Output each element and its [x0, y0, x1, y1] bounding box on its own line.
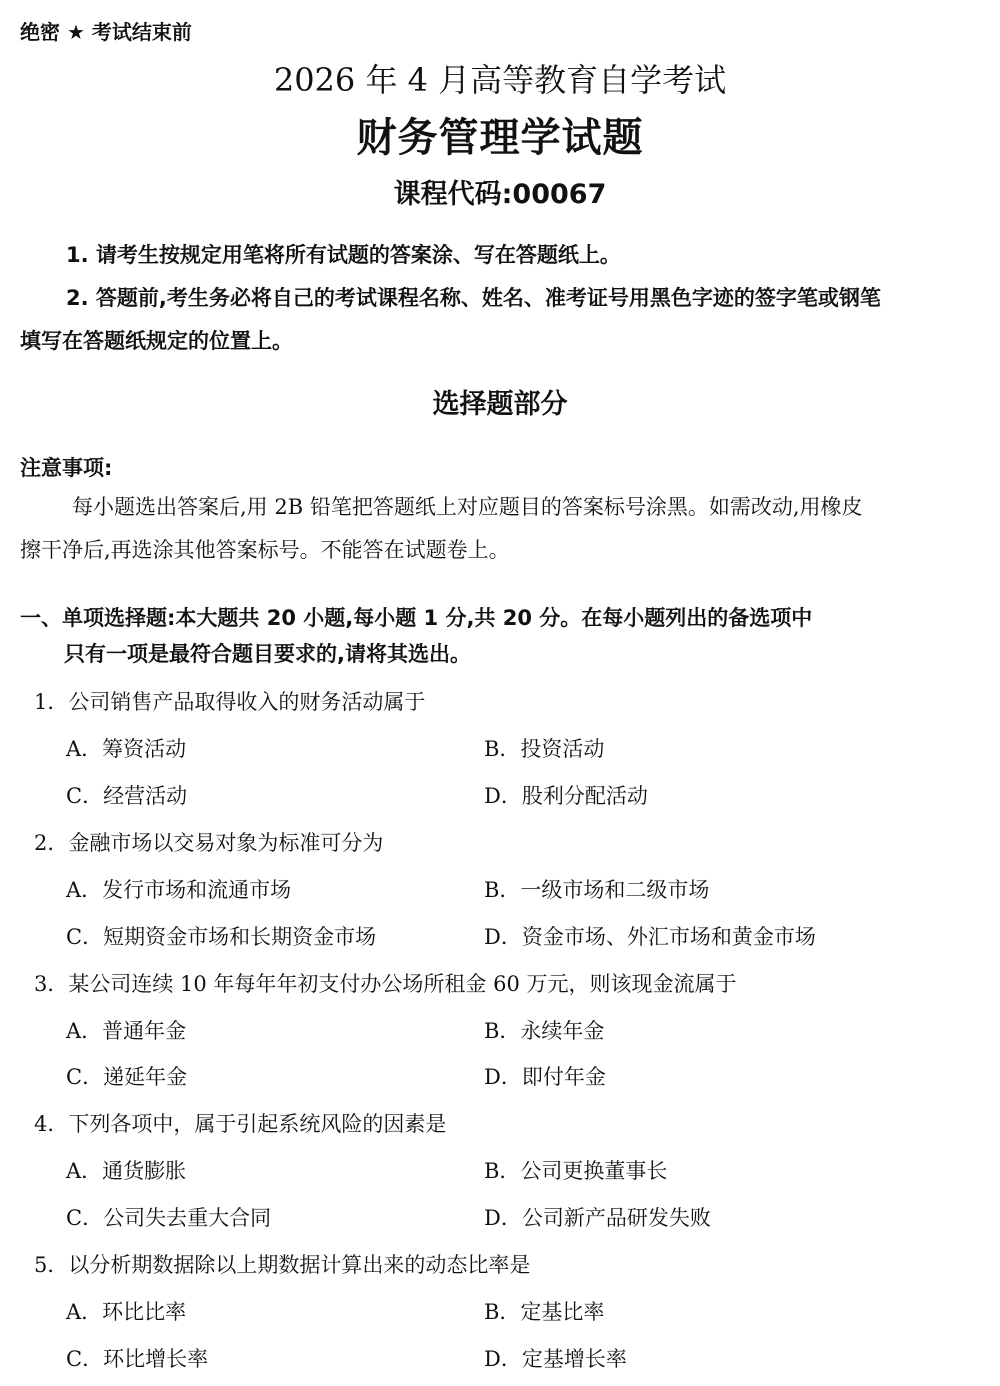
option-c: C．递延年金: [66, 1065, 188, 1089]
option-b: B．永续年金: [484, 1019, 605, 1043]
option-c: C．经营活动: [66, 784, 188, 808]
option-a: A．环比比率: [66, 1300, 187, 1324]
question-stem: 1．公司销售产品取得收入的财务活动属于: [34, 690, 426, 714]
option-d: D．即付年金: [484, 1065, 606, 1089]
instruction-2: 2. 答题前,考生务必将自己的考试课程名称、姓名、准考证号用黑色字迹的签字笔或钢笔: [66, 286, 881, 310]
exam-title: 2026 年 4 月高等教育自学考试: [273, 61, 727, 99]
question-stem: 5．以分析期数据除以上期数据计算出来的动态比率是: [34, 1253, 531, 1277]
option-d: D．公司新产品研发失败: [484, 1206, 711, 1230]
instruction-1: 1. 请考生按规定用笔将所有试题的答案涂、写在答题纸上。: [66, 243, 621, 267]
option-b: B．公司更换董事长: [484, 1159, 668, 1183]
option-c: C．环比增长率: [66, 1347, 209, 1371]
option-c: C．短期资金市场和长期资金市场: [66, 925, 377, 949]
secret-mark: 绝密 ★ 考试结束前: [20, 20, 192, 44]
notice-line-1: 每小题选出答案后,用 2B 铅笔把答题纸上对应题目的答案标号涂黑。如需改动,用橡皮: [72, 495, 863, 519]
option-d: D．资金市场、外汇市场和黄金市场: [484, 925, 816, 949]
part-heading-line-1: 一、单项选择题:本大题共 20 小题,每小题 1 分,共 20 分。在每小题列出的备选项中: [20, 606, 813, 630]
course-code: 课程代码:00067: [393, 179, 607, 210]
option-c: C．公司失去重大合同: [66, 1206, 272, 1230]
notice-line-2: 擦干净后,再选涂其他答案标号。不能答在试题卷上。: [20, 538, 510, 562]
notice-label: 注意事项:: [20, 456, 113, 480]
option-a: A．通货膨胀: [66, 1159, 187, 1183]
question-stem: 2．金融市场以交易对象为标准可分为: [34, 831, 384, 855]
option-b: B．定基比率: [484, 1300, 605, 1324]
option-a: A．筹资活动: [66, 737, 187, 761]
part-heading-line-2: 只有一项是最符合题目要求的,请将其选出。: [64, 642, 471, 666]
question-stem: 4．下列各项中，属于引起系统风险的因素是: [34, 1112, 447, 1136]
option-d: D．定基增长率: [484, 1347, 627, 1371]
section-title: 选择题部分: [432, 389, 568, 420]
option-b: B．投资活动: [484, 737, 605, 761]
option-d: D．股利分配活动: [484, 784, 648, 808]
option-a: A．发行市场和流通市场: [66, 878, 292, 902]
option-b: B．一级市场和二级市场: [484, 878, 710, 902]
question-stem: 3．某公司连续 10 年每年年初支付办公场所租金 60 万元，则该现金流属于: [34, 972, 737, 996]
instruction-2-cont: 填写在答题纸规定的位置上。: [20, 329, 293, 353]
option-a: A．普通年金: [66, 1019, 187, 1043]
subject-title: 财务管理学试题: [356, 115, 644, 161]
